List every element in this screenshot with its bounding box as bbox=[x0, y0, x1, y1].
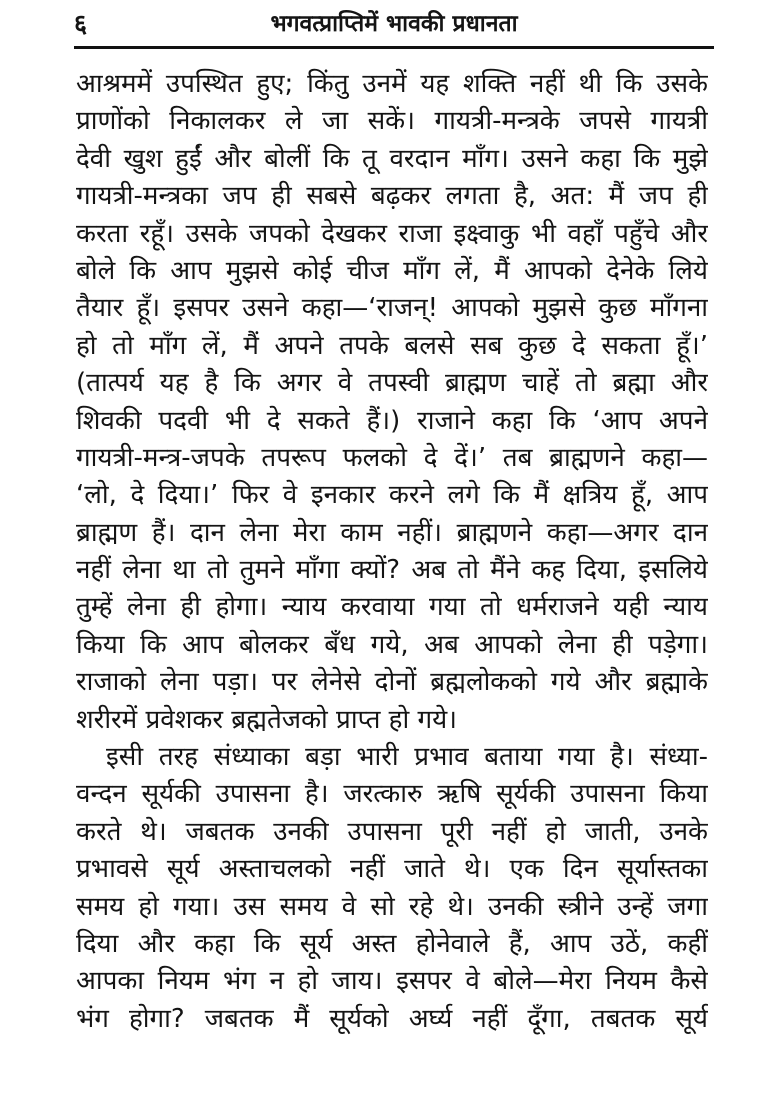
text-line: शिवकी पदवी भी दे सकते हैं।) राजाने कहा कि ‘आप अपने bbox=[76, 405, 708, 436]
text-line: तुम्हें लेना ही होगा। न्याय करवाया गया तो धर्मराजने यही न्याय bbox=[76, 592, 708, 623]
text-line: आपका नियम भंग न हो जाय। इसपर वे बोले—मेरा नियम कैसे bbox=[76, 966, 708, 997]
text-line: किया कि आप बोलकर बँध गये, अब आपको लेना ही पड़ेगा। bbox=[76, 629, 708, 660]
text-line: देवी खुश हुईं और बोलीं कि तू वरदान माँग। उसने कहा कि मुझे bbox=[76, 143, 708, 174]
running-title: भगवत्प्राप्तिमें भावकी प्रधानता bbox=[270, 11, 518, 37]
text-line: बोले कि आप मुझसे कोई चीज माँग लें, मैं आपको देनेके लिये bbox=[76, 255, 708, 286]
text-line: ‘लो, दे दिया।’ फिर वे इनकार करने लगे कि मैं क्षत्रिय हूँ, आप bbox=[76, 480, 708, 511]
body-text bbox=[76, 66, 708, 1038]
text-line: प्रभावसे सूर्य अस्ताचलको नहीं जाते थे। एक दिन सूर्यास्तका bbox=[76, 854, 708, 885]
text-line: गायत्री-मन्त्रका जप ही सबसे बढ़कर लगता है, अत: मैं जप ही bbox=[76, 181, 708, 212]
text-line: नहीं लेना था तो तुमने माँगा क्यों? अब तो मैंने कह दिया, इसलिये bbox=[76, 555, 708, 586]
text-line: करता रहूँ। उसके जपको देखकर राजा इक्ष्वाकु भी वहाँ पहुँचे और bbox=[76, 218, 708, 249]
paragraph-end-line: शरीरमें प्रवेशकर ब्रह्मतेजको प्राप्त हो गये। bbox=[76, 704, 458, 735]
text-line: प्राणोंको निकालकर ले जा सकें। गायत्री-मन्त्रके जपसे गायत्री bbox=[76, 106, 708, 137]
text-line: दिया और कहा कि सूर्य अस्त होनेवाले हैं, आप उठें, कहीं bbox=[76, 928, 708, 959]
text-line: तैयार हूँ। इसपर उसने कहा—‘राजन्! आपको मुझसे कुछ माँगना bbox=[76, 293, 708, 324]
page-number: ६ bbox=[74, 9, 88, 38]
text-line: समय हो गया। उस समय वे सो रहे थे। उनकी स्त्रीने उन्हें जगा bbox=[76, 891, 708, 922]
text-line: भंग होगा? जबतक मैं सूर्यको अर्घ्य नहीं दूँगा, तबतक सूर्य bbox=[76, 1003, 708, 1034]
text-line: हो तो माँग लें, मैं अपने तपके बलसे सब कुछ दे सकता हूँ।’ bbox=[76, 330, 708, 361]
text-line: आश्रममें उपस्थित हुए; किंतु उनमें यह शक्ति नहीं थी कि उसके bbox=[76, 69, 708, 99]
text-line: (तात्पर्य यह है कि अगर वे तपस्वी ब्राह्मण चाहें तो ब्रह्मा और bbox=[76, 368, 708, 399]
text-line: ब्राह्मण हैं। दान लेना मेरा काम नहीं। ब्राह्मणने कहा—अगर दान bbox=[76, 517, 708, 548]
text-line: करते थे। जबतक उनकी उपासना पूरी नहीं हो जाती, उनके bbox=[76, 816, 708, 847]
page-header bbox=[74, 6, 714, 42]
text-line: राजाको लेना पड़ा। पर लेनेसे दोनों ब्रह्मलोकको गये और ब्रह्माके bbox=[76, 667, 708, 698]
text-line: वन्दन सूर्यकी उपासना है। जरत्कारु ऋषि सूर्यकी उपासना किया bbox=[76, 779, 708, 810]
header-rule bbox=[74, 46, 714, 49]
text-line: गायत्री-मन्त्र-जपके तपरूप फलको दे दें।’ तब ब्राह्मणने कहा— bbox=[76, 442, 708, 473]
paragraph-start-line: इसी तरह संध्याका बड़ा भारी प्रभाव बताया गया है। संध्या- bbox=[106, 742, 708, 773]
